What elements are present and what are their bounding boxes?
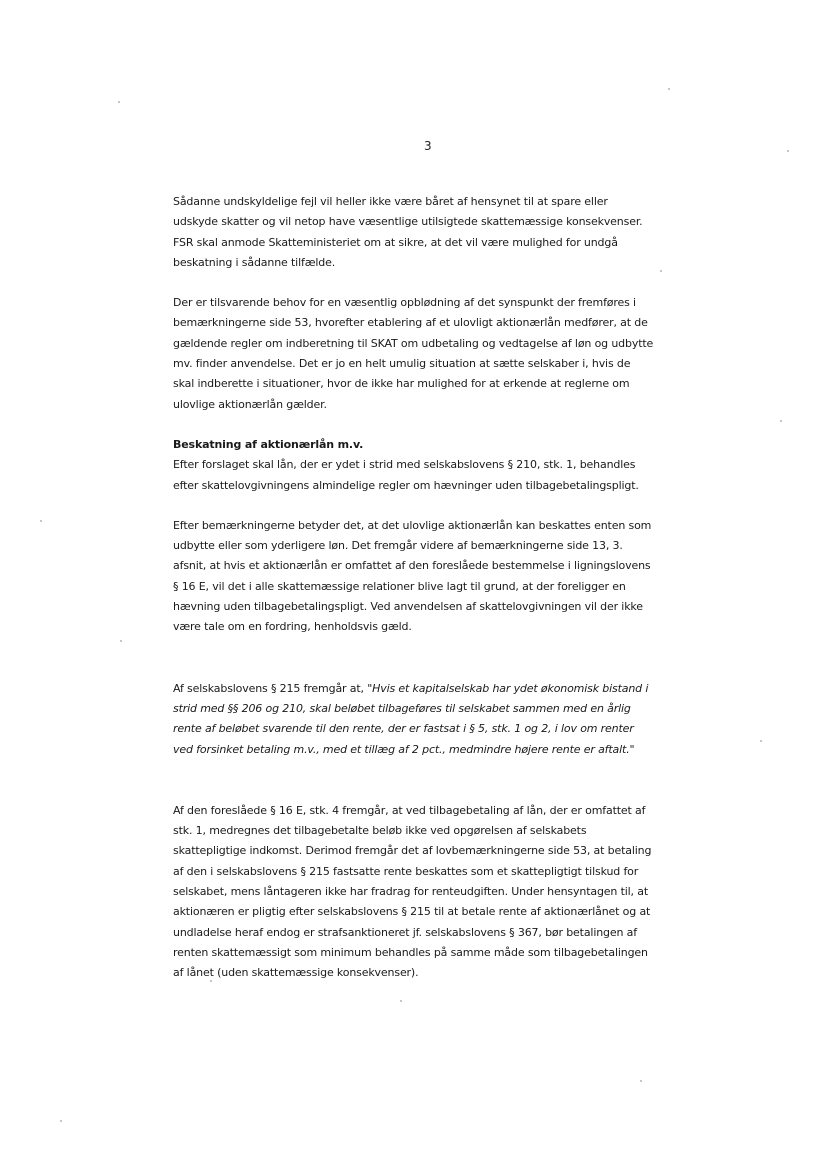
quote-intro: Af selskabslovens § 215 fremgår at, [173, 681, 368, 695]
scan-speck [118, 101, 120, 103]
scan-speck [787, 150, 789, 152]
document-body [173, 192, 693, 984]
text-line: undladelse heraf endog er strafsanktioneret jf. selskabslovens § 367, bør betalingen af [173, 925, 637, 939]
scan-speck [40, 520, 42, 522]
paragraph-1 [173, 192, 693, 273]
text-line: aktionæren er pligtig efter selskabslovens § 215 til at betale rente af aktionærlånet og at [173, 905, 651, 919]
quote-text: "Hvis et kapitalselskab har ydet økonomisk bistand i [367, 681, 649, 695]
text-line: skattepligtige indkomst. Derimod fremgår det af lovbemærkningerne side 53, at betaling [173, 844, 652, 858]
text-line: gældende regler om indberetning til SKAT om udbetaling og vedtagelse af løn og udbytte [173, 336, 654, 350]
text-line: § 16 E, vil det i alle skattemæssige relationer blive lagt til grund, at der foreligger en [173, 579, 626, 593]
text-line: udskyde skatter og vil netop have væsentlige utilsigtede skattemæssige konsekvenser. [173, 215, 643, 229]
paragraph-6 [173, 801, 693, 984]
text-line: Sådanne undskyldelige fejl vil heller ikke være båret af hensynet til at spare eller [173, 195, 608, 208]
text-line [173, 679, 693, 699]
text-line: skal indberette i situationer, hvor de ikke har mulighed for at erkende at reglerne om [173, 377, 630, 391]
scan-speck [780, 420, 782, 422]
paragraph-3 [173, 435, 693, 496]
text-line: hævning uden tilbagebetalingspligt. Ved anvendelsen af skattelovgivningen vil der ikke [173, 600, 643, 614]
paragraph-5-quote [173, 679, 693, 760]
text-line: Efter forslaget skal lån, der er ydet i strid med selskabslovens § 210, stk. 1, behandles [173, 458, 636, 472]
scan-speck [640, 1080, 642, 1082]
scan-speck [660, 270, 662, 272]
paragraph-2 [173, 293, 693, 415]
text-line: FSR skal anmode Skatteministeriet om at sikre, at det vil være mulighed for undgå [173, 235, 618, 249]
scan-speck [760, 740, 762, 742]
text-line: efter skattelovgivningens almindelige regler om hævninger uden tilbagebetalingspligt. [173, 478, 639, 492]
scan-speck [668, 88, 670, 90]
text-line: afsnit, at hvis et aktionærlån er omfattet af den foreslåede bestemmelse i ligningslovens [173, 559, 651, 573]
text-line: beskatning i sådanne tilfælde. [173, 255, 336, 269]
text-line: bemærkningerne side 53, hvorefter etablering af et ulovligt aktionærlån medfører, at de [173, 316, 648, 330]
text-line: af lånet (uden skattemæssige konsekvenser). [173, 966, 419, 980]
quote-text: rente af beløbet svarende til den rente, der er fastsat i § 5, stk. 1 og 2, i lov om renter [173, 722, 634, 736]
paragraph-4 [173, 516, 693, 638]
text-line: ulovlige aktionærlån gælder. [173, 397, 327, 411]
text-line: stk. 1, medregnes det tilbagebetalte beløb ikke ved opgørelsen af selskabets [173, 824, 587, 838]
text-line: være tale om en fordring, henholdsvis gæld. [173, 620, 412, 634]
scan-speck [400, 1000, 402, 1002]
text-line: udbytte eller som yderligere løn. Det fremgår videre af bemærkningerne side 13, 3. [173, 539, 623, 553]
text-line: renten skattemæssigt som minimum behandles på samme måde som tilbagebetalingen [173, 945, 648, 959]
page-number: 3 [424, 139, 432, 153]
text-line: Der er tilsvarende behov for en væsentlig opblødning af det synspunkt der fremføres i [173, 296, 636, 310]
text-line: af den i selskabslovens § 215 fastsatte rente beskattes som et skattepligtigt tilskud for [173, 864, 639, 878]
quote-text: strid med §§ 206 og 210, skal beløbet tilbageføres til selskabet sammen med en årlig [173, 701, 631, 715]
section-heading: Beskatning af aktionærlån m.v. [173, 437, 364, 451]
scan-speck [60, 1120, 62, 1122]
text-line: Efter bemærkningerne betyder det, at det ulovlige aktionærlån kan beskattes enten som [173, 518, 652, 532]
scan-speck [120, 640, 122, 642]
scan-speck [210, 980, 212, 982]
quote-text: ved forsinket betaling m.v., med et tillæg af 2 pct., medmindre højere rente er aftalt." [173, 742, 635, 756]
text-line: Af den foreslåede § 16 E, stk. 4 fremgår, at ved tilbagebetaling af lån, der er omfattet af [173, 803, 646, 817]
text-line: mv. finder anvendelse. Det er jo en helt umulig situation at sætte selskaber i, hvis de [173, 357, 631, 371]
text-line: selskabet, mens låntageren ikke har fradrag for renteudgiften. Under hensyntagen til, at [173, 885, 648, 899]
